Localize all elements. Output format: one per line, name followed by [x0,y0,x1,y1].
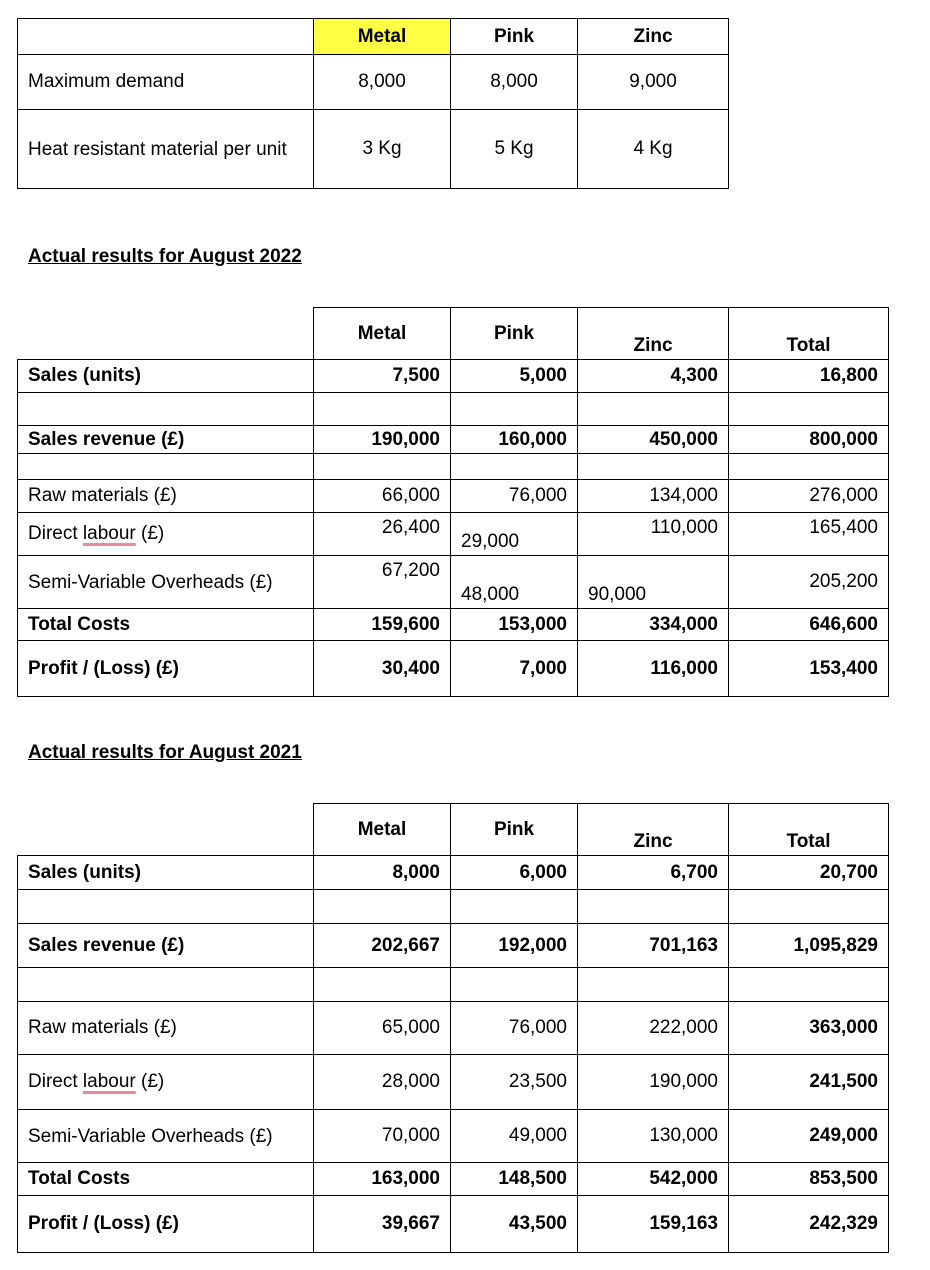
blank-cell [314,890,451,924]
cell: 28,000 [314,1055,451,1110]
row-label-sales-units: Sales (units) [18,856,314,890]
blank-cell [314,393,451,426]
row-label-semi-variable: Semi-Variable Overheads (£) [18,556,314,609]
row-label-direct-labour [18,513,314,556]
row-label-total-costs: Total Costs [18,1163,314,1196]
row-label: Heat resistant material per unit [18,110,314,189]
cell: 7,500 [314,360,451,393]
row-label: Maximum demand [18,55,314,110]
cell: 800,000 [729,426,889,454]
cell: 701,163 [578,924,729,968]
label-part: Direct [28,523,83,544]
header-blank [18,804,314,856]
cell: 8,000 [314,856,451,890]
blank-cell [578,393,729,426]
cell: 90,000 [578,556,729,609]
results-2022-table [17,307,889,697]
cell: 159,600 [314,609,451,641]
cell: 160,000 [451,426,578,454]
cell: 20,700 [729,856,889,890]
header-pink: Pink [451,19,578,55]
cell: 153,400 [729,641,889,697]
cell: 542,000 [578,1163,729,1196]
row-label-raw-materials: Raw materials (£) [18,1002,314,1055]
cell: 241,500 [729,1055,889,1110]
cell: 65,000 [314,1002,451,1055]
cell: 66,000 [314,480,451,513]
blank-cell [729,890,889,924]
blank-cell [451,393,578,426]
label-part: (£) [135,1071,165,1092]
cell: 249,000 [729,1110,889,1163]
cell: 3 Kg [314,110,451,189]
results-2021-table [17,803,889,1253]
header-zinc-text: Zinc [633,334,673,356]
blank-cell [729,454,889,480]
cell: 165,400 [729,513,889,556]
blank-cell [18,890,314,924]
header-zinc [578,804,729,856]
label-part-spellcheck: labour [82,523,136,544]
row-label-profit: Profit / (Loss) (£) [18,641,314,697]
header-total-text: Total [786,334,831,356]
cell: 23,500 [451,1055,578,1110]
header-zinc-text: Zinc [633,830,673,852]
row-label-sales-revenue: Sales revenue (£) [18,924,314,968]
cell: 222,000 [578,1002,729,1055]
row-label-total-costs: Total Costs [18,609,314,641]
header-total-text: Total [786,830,831,852]
cell: 130,000 [578,1110,729,1163]
cell: 116,000 [578,641,729,697]
cell: 8,000 [451,55,578,110]
cell: 5 Kg [451,110,578,189]
cell: 853,500 [729,1163,889,1196]
cell: 4 Kg [578,110,729,189]
blank-cell [18,454,314,480]
header-metal: Metal [314,19,451,55]
cell: 159,163 [578,1196,729,1253]
blank-cell [578,890,729,924]
heading-aug-2022: Actual results for August 2022 [28,246,302,267]
cell: 450,000 [578,426,729,454]
header-zinc [578,308,729,360]
label-part-spellcheck: labour [82,1071,136,1092]
cell: 70,000 [314,1110,451,1163]
cell: 76,000 [451,1002,578,1055]
cell: 646,600 [729,609,889,641]
cell: 49,000 [451,1110,578,1163]
cell: 134,000 [578,480,729,513]
header-metal: Metal [314,804,451,856]
blank-cell [314,968,451,1002]
header-blank [18,19,314,55]
cell: 192,000 [451,924,578,968]
header-total [729,308,889,360]
row-label-sales-units: Sales (units) [18,360,314,393]
cell: 110,000 [578,513,729,556]
header-total [729,804,889,856]
cell: 8,000 [314,55,451,110]
blank-cell [729,393,889,426]
header-blank [18,308,314,360]
cell: 29,000 [451,513,578,556]
cell: 76,000 [451,480,578,513]
cell: 6,700 [578,856,729,890]
cell: 9,000 [578,55,729,110]
header-zinc: Zinc [578,19,729,55]
blank-cell [314,454,451,480]
blank-cell [451,968,578,1002]
cell: 6,000 [451,856,578,890]
cell: 5,000 [451,360,578,393]
blank-cell [451,890,578,924]
row-label-raw-materials: Raw materials (£) [18,480,314,513]
cell: 7,000 [451,641,578,697]
row-label-semi-variable: Semi-Variable Overheads (£) [18,1110,314,1163]
cell: 39,667 [314,1196,451,1253]
cell: 4,300 [578,360,729,393]
cell: 26,400 [314,513,451,556]
cell: 190,000 [578,1055,729,1110]
cell: 67,200 [314,556,451,609]
demand-table [17,18,729,189]
blank-cell [18,393,314,426]
header-metal: Metal [314,308,451,360]
cell: 163,000 [314,1163,451,1196]
cell: 153,000 [451,609,578,641]
label-part: (£) [135,523,165,544]
cell: 190,000 [314,426,451,454]
blank-cell [18,968,314,1002]
row-label-direct-labour [18,1055,314,1110]
cell: 363,000 [729,1002,889,1055]
cell: 148,500 [451,1163,578,1196]
cell: 202,667 [314,924,451,968]
cell: 205,200 [729,556,889,609]
cell: 48,000 [451,556,578,609]
blank-cell [578,454,729,480]
header-pink: Pink [451,308,578,360]
blank-cell [729,968,889,1002]
cell: 276,000 [729,480,889,513]
cell: 242,329 [729,1196,889,1253]
cell: 43,500 [451,1196,578,1253]
cell: 30,400 [314,641,451,697]
header-pink: Pink [451,804,578,856]
cell: 16,800 [729,360,889,393]
row-label-profit: Profit / (Loss) (£) [18,1196,314,1253]
heading-aug-2021: Actual results for August 2021 [28,742,302,763]
cell: 334,000 [578,609,729,641]
cell: 1,095,829 [729,924,889,968]
row-label-sales-revenue: Sales revenue (£) [18,426,314,454]
blank-cell [451,454,578,480]
label-part: Direct [28,1071,83,1092]
blank-cell [578,968,729,1002]
